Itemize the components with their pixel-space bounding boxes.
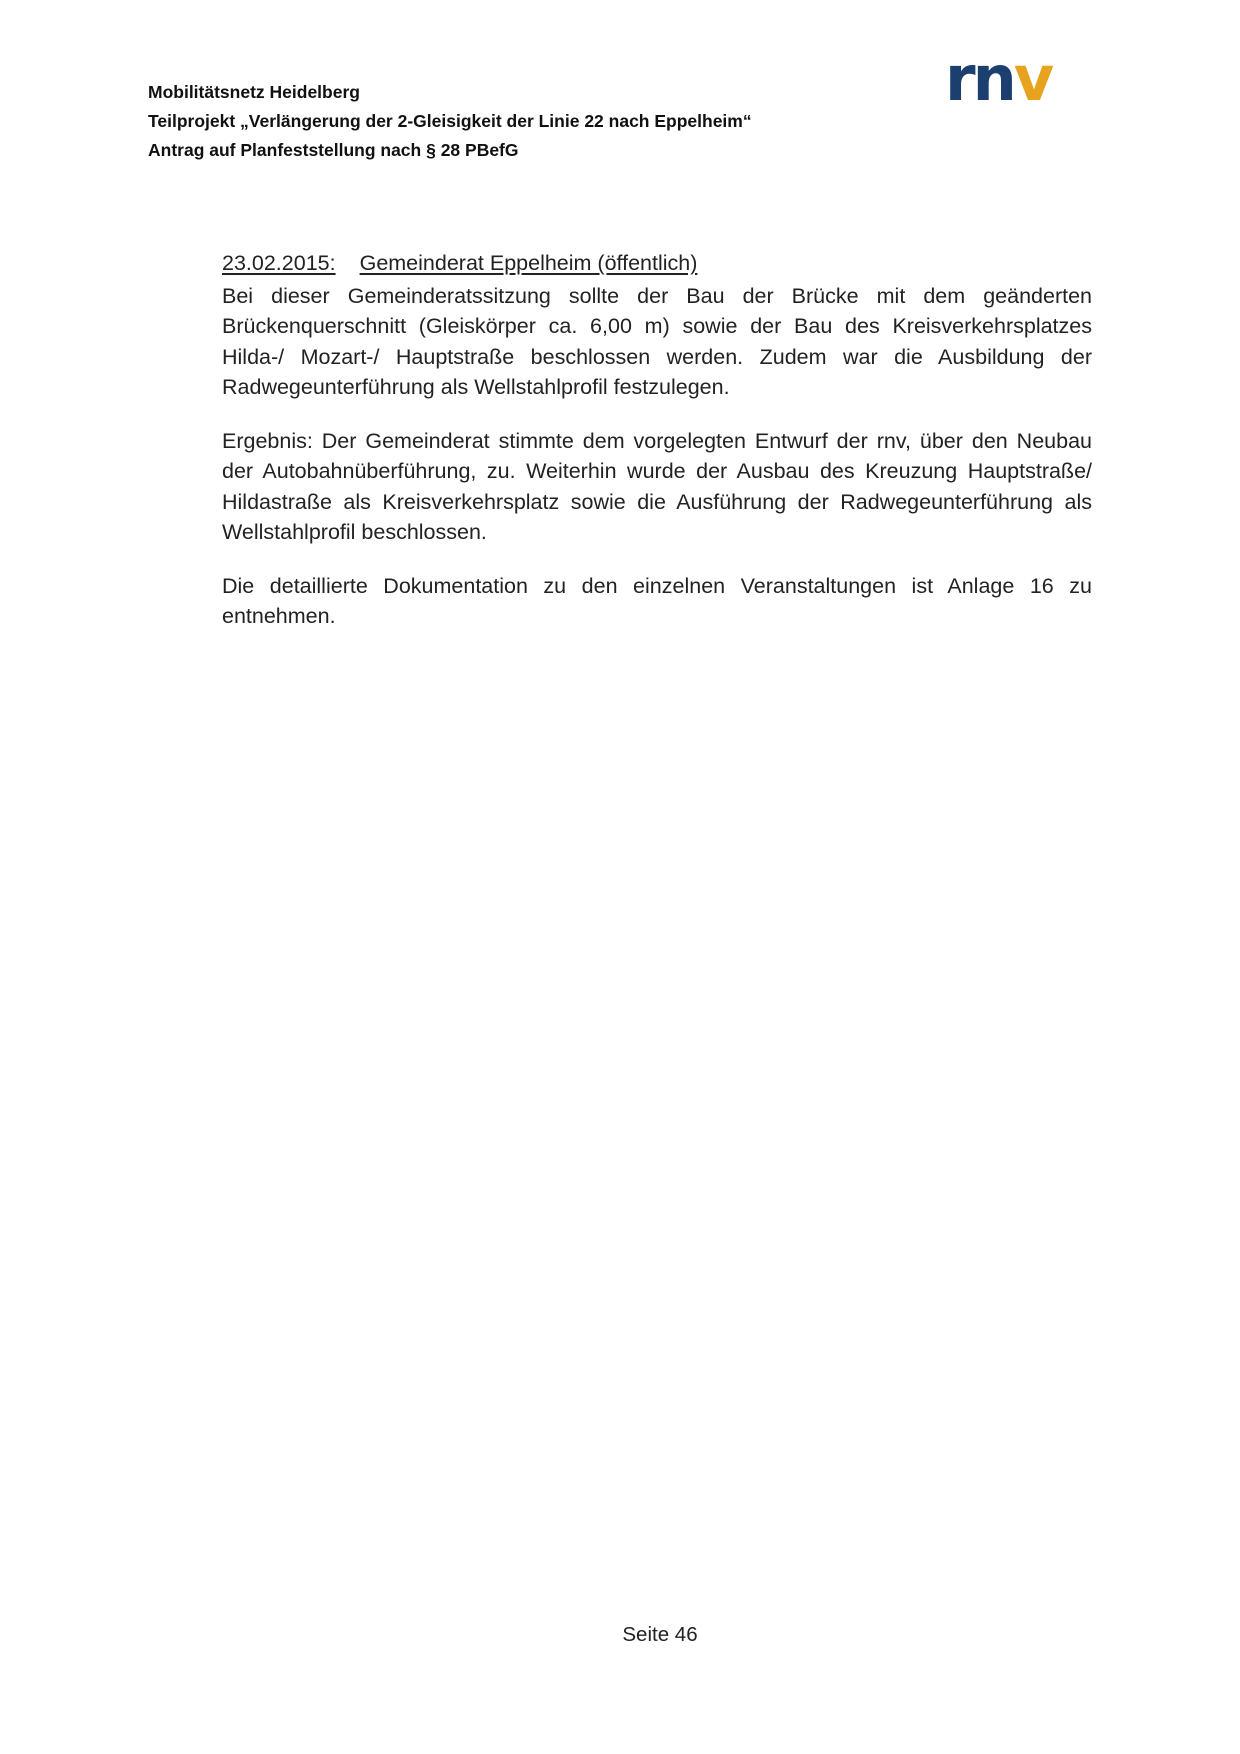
rnv-logo-wordmark bbox=[945, 42, 1052, 115]
header-line-subproject: Teilprojekt „Verlängerung der 2-Gleisigkeit der Linie 22 nach Eppelheim“ bbox=[148, 111, 752, 131]
page-number: Seite 46 bbox=[622, 1623, 698, 1646]
paragraph-result: Ergebnis: Der Gemeinderat stimmte dem vorgelegten Entwurf der rnv, über den Neubau der Autobahnüberführung, zu. Weiterhin wurde der Ausbau des Kreuzung Hauptstraße/ Hildastraße als Kreisverkehrsplatz sowie die Ausführung der Radwegeunterführung als Wellstahlprofil beschlossen. bbox=[222, 428, 1092, 544]
rnv-logo-rn: rn bbox=[945, 42, 1014, 115]
document-body bbox=[222, 248, 1092, 655]
paragraph-documentation-reference: Die detaillierte Dokumentation zu den einzelnen Veranstaltungen ist Anlage 16 zu entnehmen. bbox=[222, 573, 1092, 628]
section-heading bbox=[222, 248, 697, 279]
header-line-project: Mobilitätsnetz Heidelberg bbox=[148, 82, 360, 102]
section-title: Gemeinderat Eppelheim (öffentlich) bbox=[359, 251, 698, 275]
rnv-logo bbox=[945, 42, 1095, 118]
paragraph-meeting-agenda: Bei dieser Gemeinderatssitzung sollte der Bau der Brücke mit dem geänderten Brückenquerschnitt (Gleiskörper ca. 6,00 m) sowie der Bau des Kreisverkehrsplatzes Hilda-/ Mozart-/ Hauptstraße beschlossen werden. Zudem war die Ausbildung der Radwegeunterführung als Wellstahlprofil festzulegen. bbox=[222, 283, 1092, 399]
section-date: 23.02.2015: bbox=[222, 251, 336, 275]
document-header bbox=[148, 78, 868, 165]
rnv-logo-v: v bbox=[1013, 42, 1052, 115]
header-line-application: Antrag auf Planfeststellung nach § 28 PBefG bbox=[148, 140, 519, 160]
